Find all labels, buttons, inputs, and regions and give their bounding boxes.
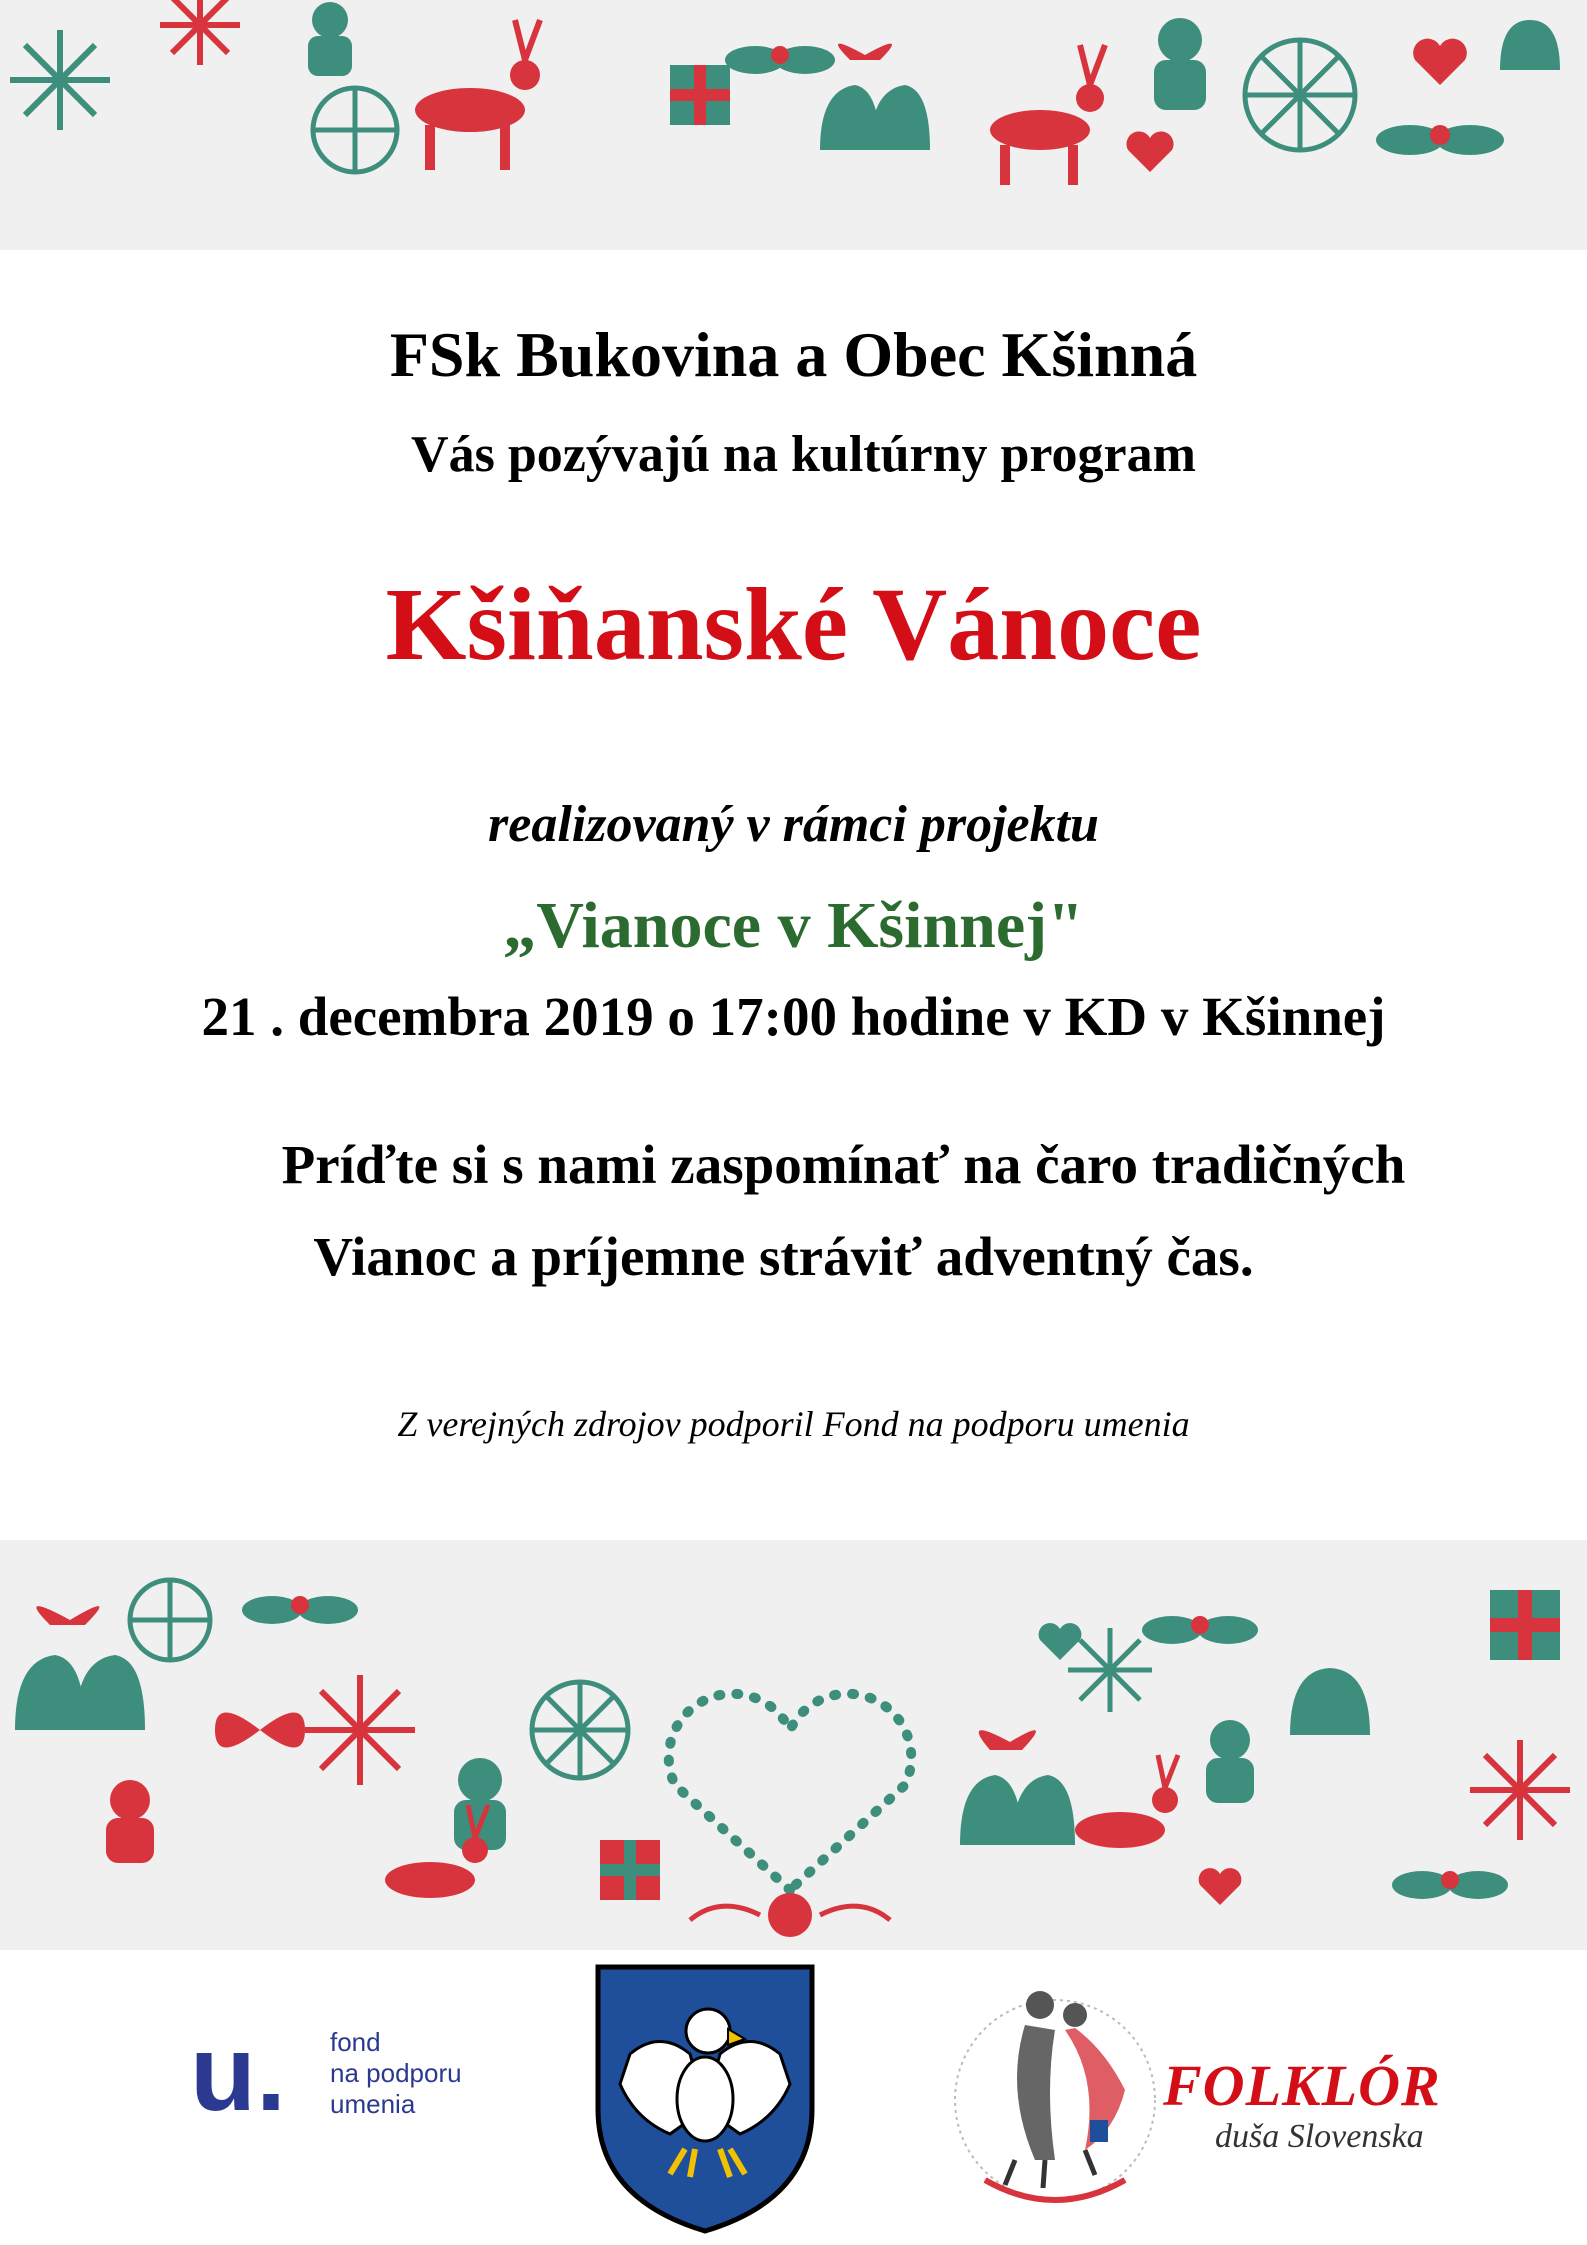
ornament-row-bottom bbox=[0, 1540, 1587, 1950]
fpu-logo-line: umenia bbox=[330, 2089, 416, 2119]
message-line-2: Vianoc a príjemne stráviť adventný čas. bbox=[313, 1226, 1254, 1287]
gift-icon bbox=[600, 1840, 660, 1900]
gingerbread-icon bbox=[1206, 1720, 1254, 1803]
invite-line: Vás pozývajú na kultúrny program bbox=[411, 426, 1196, 483]
holly-icon bbox=[242, 1596, 358, 1624]
bells-icon bbox=[960, 1730, 1075, 1845]
gift-icon bbox=[1490, 1590, 1560, 1660]
support-note: Z verejných zdrojov podporil Fond na podporu umenia bbox=[397, 1404, 1190, 1444]
holly-icon bbox=[1142, 1616, 1258, 1644]
organizers-heading: FSk Bukovina a Obec Kšinná bbox=[389, 319, 1198, 390]
folklor-logo bbox=[925, 1970, 1485, 2210]
reindeer-icon bbox=[385, 1805, 488, 1898]
event-title: Kšiňanské Vánoce bbox=[385, 567, 1202, 682]
bells-icon bbox=[15, 1606, 145, 1730]
gingerbread-icon bbox=[454, 1758, 506, 1850]
bells-icon bbox=[1290, 1668, 1370, 1735]
heart-icon bbox=[1039, 1623, 1082, 1660]
project-intro: realizovaný v rámci projektu bbox=[488, 796, 1099, 853]
sponsor-logos bbox=[0, 1955, 1587, 2245]
heart-icon bbox=[1126, 131, 1173, 172]
holly-icon bbox=[1376, 125, 1504, 155]
gingerbread-icon bbox=[308, 2, 352, 76]
snowflake-icon bbox=[160, 0, 240, 65]
fpu-logo-line: na podporu bbox=[330, 2058, 462, 2088]
folklor-logo-subtitle: duša Slovenska bbox=[1215, 2118, 1424, 2155]
gift-icon bbox=[670, 65, 730, 125]
dotted-heart-icon bbox=[669, 1694, 911, 1890]
holly-icon bbox=[725, 46, 835, 74]
message-line-1: Príďte si s nami zaspomínať na čaro tradičných bbox=[281, 1134, 1406, 1195]
coat-of-arms-icon bbox=[590, 1959, 820, 2239]
heart-icon bbox=[1413, 39, 1467, 85]
snowflake-icon bbox=[1245, 40, 1355, 150]
holly-icon bbox=[1392, 1871, 1508, 1899]
snowflake-icon bbox=[1068, 1628, 1152, 1712]
snowflake-icon bbox=[305, 1675, 415, 1785]
heart-icon bbox=[1199, 1868, 1242, 1905]
bow-icon bbox=[215, 1713, 305, 1748]
folk-dancers-icon bbox=[925, 1970, 1185, 2210]
flourish-icon bbox=[690, 1893, 890, 1937]
gingerbread-icon bbox=[1154, 18, 1206, 110]
bells-icon bbox=[820, 44, 930, 150]
fpu-logo-line: fond bbox=[330, 2027, 381, 2057]
ornament-row-top bbox=[0, 0, 1587, 250]
reindeer-icon bbox=[1075, 1755, 1178, 1848]
snowflake-icon bbox=[313, 88, 397, 172]
snowflake-icon bbox=[1470, 1740, 1570, 1840]
snowflake-icon bbox=[130, 1580, 210, 1660]
snowflake-icon bbox=[532, 1682, 628, 1778]
reindeer-icon bbox=[415, 20, 540, 170]
snowflake-icon bbox=[10, 30, 110, 130]
gingerbread-icon bbox=[106, 1780, 154, 1863]
folklor-logo-title: FOLKLÓR bbox=[1163, 2053, 1441, 2118]
reindeer-icon bbox=[990, 45, 1105, 185]
bottom-christmas-banner bbox=[0, 1540, 1587, 1950]
bells-icon bbox=[1500, 20, 1560, 70]
fpu-logo-mark: u. bbox=[190, 2012, 286, 2133]
fpu-logo-text bbox=[330, 2027, 462, 2120]
top-christmas-banner bbox=[0, 0, 1587, 250]
fpu-logo bbox=[190, 2012, 510, 2143]
project-name: „Vianoce v Kšinnej" bbox=[503, 889, 1084, 962]
date-place: 21 . decembra 2019 o 17:00 hodine v KD v Kšinnej bbox=[201, 986, 1386, 1047]
